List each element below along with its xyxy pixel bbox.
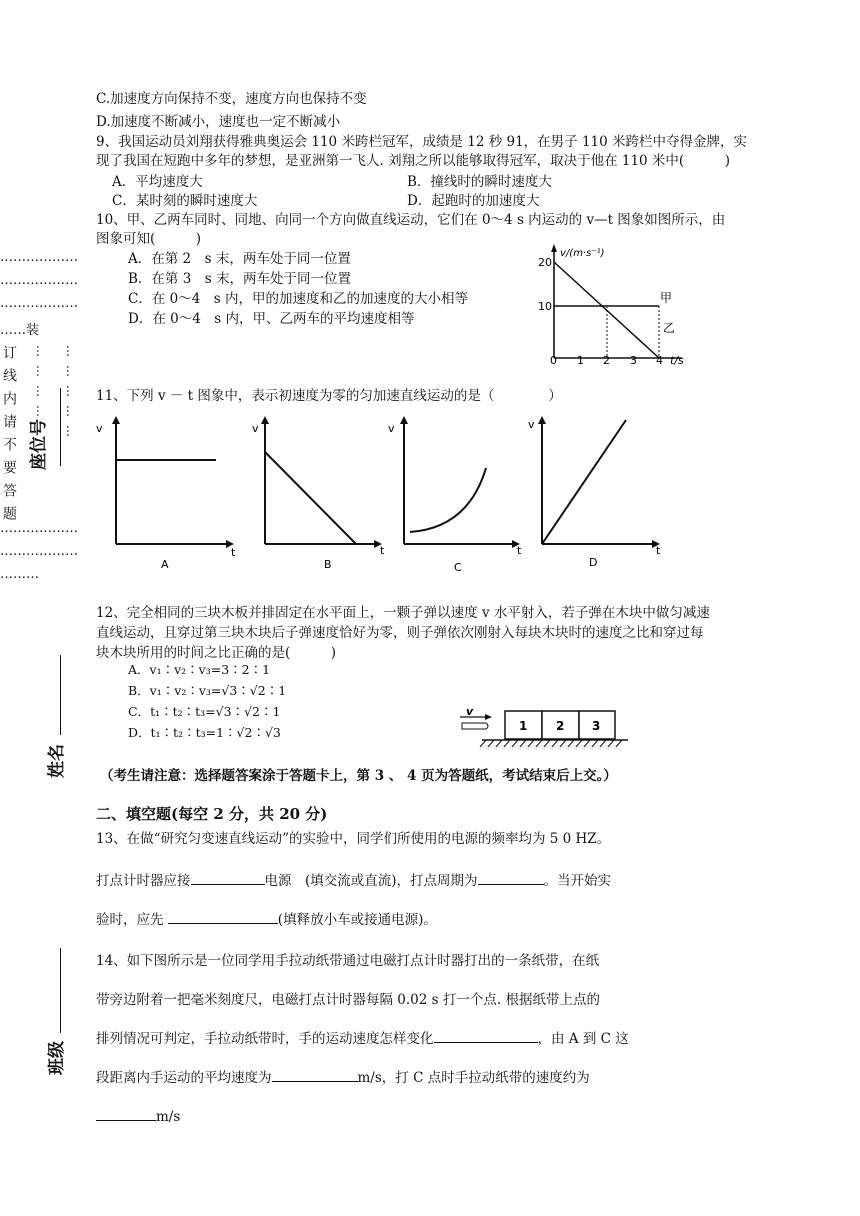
x-tick-3: 3 (630, 354, 637, 367)
q12-option-d: D．t₁∶t₂∶t₃=1∶√2∶√3 (128, 725, 281, 740)
q13-line2-text-a: 打点计时器应接 (96, 873, 191, 889)
name-label: 姓名 (47, 744, 67, 778)
q14-blank-speed-change[interactable] (434, 1028, 538, 1043)
q10-option-b: B．在第 3 s 末，两车处于同一位置 (128, 271, 352, 287)
class-label: 班级 (47, 1041, 67, 1075)
q14-line4 (96, 1066, 590, 1086)
margin-dots: ……装 (0, 323, 40, 338)
q13-line2 (96, 869, 611, 889)
x-tick-2: 2 (603, 354, 610, 367)
q8-option-c: C.加速度方向保持不变，速度方向也保持不变 (96, 91, 367, 107)
margin-no-answer-text: 订线内请不要答题 (1, 345, 17, 529)
q12-option-b: B．v₁∶v₂∶v₃=√3∶√2∶1 (128, 683, 287, 698)
q9-option-d: D．起跑时的加速度大 (407, 193, 540, 209)
q14-line3 (96, 1027, 629, 1047)
bullet-velocity-label: v (466, 705, 474, 718)
q14-line5-unit: m/s (156, 1109, 181, 1125)
label-jia: 甲 (660, 291, 673, 305)
graph-d-v-label: v (528, 418, 535, 431)
block-3-label: 3 (592, 719, 601, 733)
q13-line2-text-c: 。当开始实 (543, 873, 612, 889)
y-axis-label: v/(m·s⁻¹) (560, 248, 605, 259)
q13-blank-power-type[interactable] (191, 870, 265, 885)
q13-line3-text-b: (填释放小车或接通电源)。 (277, 912, 437, 928)
q13-line3-text-a: 验时，应先 (96, 912, 164, 928)
graph-c-curve (410, 468, 486, 532)
q14-line4-text-b: m/s，打 C 点时手拉动纸带的速度约为 (357, 1070, 590, 1086)
q12-stem-line3: 块木块所用的时间之比正确的是( ) (96, 645, 337, 661)
class-line (60, 948, 61, 1033)
q14-line3-text-b: ，由 A 到 C 这 (537, 1031, 629, 1047)
x-axis-label: t/s (670, 354, 684, 367)
seat-number-line (60, 388, 61, 466)
ground-hatch (480, 740, 622, 747)
graph-c-v-arrow (400, 416, 408, 424)
q12-stem-line2: 直线运动，且穿过第三块木块后子弹速度恰好为零，则子弹依次刚射入每块木块时的速度之比和穿过每 (96, 625, 704, 641)
q11-graph-c (388, 416, 522, 574)
origin-label: 0 (550, 354, 557, 367)
q11-graph-b (252, 416, 385, 571)
exam-notice: （考生请注意：选择题答案涂于答题卡上，第 3 、 4 页为答题纸，考试结束后上交。） (100, 768, 617, 784)
margin-dots: ……………… (0, 521, 78, 536)
q10-option-c: C．在 0～4 s 内，甲的加速度和乙的加速度的大小相等 (128, 291, 469, 307)
q14-line2: 带旁边附着一把毫米刻度尺，电磁打点计时器每隔 0.02 s 打一个点. 根据纸带上点的 (96, 992, 600, 1008)
graph-b-v-label: v (252, 422, 259, 435)
x-tick-1: 1 (577, 354, 584, 367)
q14-blank-c-speed[interactable] (96, 1106, 156, 1121)
q12-stem-line1: 12、完全相同的三块木板并排固定在水平面上，一颗子弹以速度 v 水平射入，若子弹在木块中做匀减速 (96, 605, 710, 621)
margin-dots: ……………… (0, 296, 78, 311)
graph-a-caption: A (161, 558, 169, 571)
graph-a-v-arrow (112, 416, 120, 424)
q12-option-a: A．v₁∶v₂∶v₃=3∶2∶1 (128, 662, 271, 677)
q14-line5 (96, 1106, 180, 1125)
q11-stem: 11、下列 v － t 图象中，表示初速度为零的匀加速直线运动的是（ ） (96, 388, 562, 404)
graph-a-v-label: v (96, 422, 103, 435)
graph-d-caption: D (589, 556, 598, 569)
graph-b-t-label: t (380, 544, 385, 557)
graph-d-t-label: t (656, 544, 661, 557)
q9-stem-line1: 9、我国运动员刘翔获得雅典奥运会 110 米跨栏冠军，成绩是 12 秒 91，在男子 110 米跨栏中夺得金牌，实 (96, 134, 748, 150)
graph-b-caption: B (324, 558, 332, 571)
graph-c-t-label: t (517, 544, 522, 557)
q10-option-a: A．在第 2 s 末，两车处于同一位置 (128, 251, 351, 267)
graph-b-line (265, 452, 356, 544)
q12-bullet-blocks-figure (452, 702, 632, 752)
q11-graph-a (96, 416, 236, 571)
graph-d-line (542, 420, 626, 544)
q14-blank-average-speed[interactable] (272, 1067, 358, 1082)
q11-graph-d (528, 416, 661, 569)
q10-option-d: D．在 0～4 s 内，甲、乙两车的平均速度相等 (128, 311, 415, 327)
name-line (60, 655, 61, 735)
block-1-label: 1 (519, 719, 528, 733)
y-tick-20: 20 (538, 256, 552, 269)
q9-option-c: C．某时刻的瞬时速度大 (112, 193, 258, 209)
graph-y-arrow (551, 244, 557, 252)
q13-line2-text-b: 电源 (填交流或直流)，打点周期为 (264, 873, 478, 889)
graph-d-v-arrow (538, 416, 546, 424)
q14-line1: 14、如下图所示是一位同学用手拉动纸带通过电磁打点计时器打出的一条纸带，在纸 (96, 953, 600, 969)
margin-dots: ……………… (0, 250, 78, 265)
q13-line3 (96, 908, 437, 928)
bullet (462, 723, 488, 729)
label-yi: 乙 (663, 321, 676, 335)
q11-graphs (88, 410, 678, 580)
q12-option-c: C．t₁∶t₂∶t₃=√3∶√2∶1 (128, 704, 281, 719)
q9-option-b: B．撞线时的瞬时速度大 (407, 174, 552, 190)
q10-stem-line1: 10、甲、乙两车同时、同地、向同一个方向做直线运动，它们在 0～4 s 内运动的 v—t 图象如图所示，由 (96, 212, 726, 228)
margin-dots: ……… (0, 567, 39, 582)
q10-stem-line2: 图象可知( ) (96, 231, 202, 247)
q14-line3-text-a: 排列情况可判定，手拉动纸带时，手的运动速度怎样变化 (96, 1031, 434, 1047)
q14-line4-text-a: 段距离内手运动的平均速度为 (96, 1070, 272, 1086)
graph-b-v-arrow (261, 416, 269, 424)
x-tick-4: 4 (656, 354, 663, 367)
graph-c-caption: C (454, 561, 462, 574)
seat-number-label: 座位号 (29, 419, 49, 470)
q8-option-d: D.加速度不断减小，速度也一定不断减小 (96, 114, 341, 130)
q9-option-a: A．平均速度大 (112, 174, 203, 190)
section2-heading: 二、填空题(每空 2 分，共 20 分) (96, 805, 328, 823)
q13-blank-first-step[interactable] (168, 909, 278, 924)
q13-stem: 13、在做“研究匀变速直线运动”的实验中，同学们所使用的电源的频率均为 5 0 HZ。 (96, 831, 611, 847)
graph-a-t-label: t (231, 546, 236, 559)
margin-dots-column: ………… (34, 345, 48, 425)
q9-stem-line2: 现了我国在短跑中多年的梦想，是亚洲第一飞人. 刘翔之所以能够取得冠军，取决于他在 110 米中( ) (96, 153, 730, 169)
q10-vt-graph (530, 240, 700, 370)
velocity-arrow-head (485, 714, 492, 720)
margin-dots: ……………… (0, 544, 78, 559)
q13-blank-period[interactable] (478, 870, 544, 885)
margin-dots: ……………… (0, 273, 78, 288)
block-2-label: 2 (556, 719, 565, 733)
graph-c-v-label: v (388, 422, 395, 435)
margin-dots-column: …………… (64, 345, 78, 445)
y-tick-10: 10 (538, 300, 552, 313)
